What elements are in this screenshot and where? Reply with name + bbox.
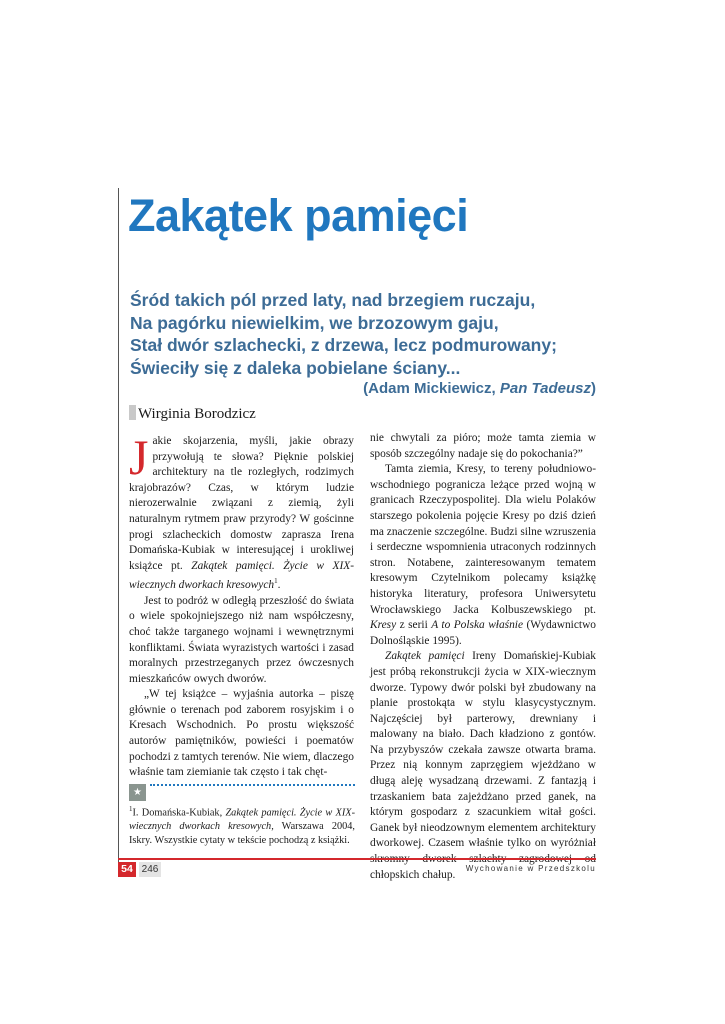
text-column-left: [129, 429, 355, 781]
footnote-ref[interactable]: 1: [274, 577, 278, 586]
paragraph: nie chwytali za pióro; może tamta ziemia w sposób szczególny nadaje się do pokochania?”: [370, 432, 596, 460]
paragraph: Tamta ziemia, Kresy, to tereny południowo-wschodniego pogranicza leżące przed wojną w granicach Rzeczypospolitej. Dla wielu Polaków starszego pokolenia pojęcie Kresy po dziś dzień ma znaczenie szczególne. Budzi silne wzruszenia i serdeczne wspomnienia utraconych rodzinnych stron. Notabene, zainteresowanym tematem kresowym Czytelnikom polecamy książkę historyka literatury, profesora Uniwersytetu Wrocławskiego Jacka Kolbuszewskiego pt. Kresy z serii A to Polska właśnie (Wydawnictwo Dolnośląskie 1995).: [370, 463, 596, 647]
drop-cap: J: [129, 429, 149, 485]
footnote-dotted-divider: [150, 784, 355, 786]
motto-attribution: (Adam Mickiewicz, Pan Tadeusz): [363, 380, 596, 397]
paragraph: „W tej książce – wyjaśnia autorka – piszę głównie o terenach pod zaborem rosyjskim i o Kresach Wschodnich. Po prostu większość autorów pamiętników, powieści i poematów pochodzi z tamtych terenów. Nie wiem, dlaczego właśnie tam ziemianie tak często i tak chęt-: [129, 688, 354, 779]
motto-line: Świeciły się z daleka pobielane ściany...: [130, 357, 461, 378]
motto-quote: [130, 289, 596, 399]
motto-line: Stał dwór szlachecki, z drzewa, lecz podmurowany;: [130, 335, 557, 355]
footnote-star-icon: ★: [129, 784, 146, 801]
footnote: $^1$I. Domańska-Kubiak, Zakątek pamięci. Życie w XIX-wiecznych dworkach kresowych, Warszawa 2004, Iskry. Wszystkie cytaty w tekście pochodzą z książki.: [129, 805, 355, 847]
author-name: Wirginia Borodzicz: [138, 406, 256, 422]
paragraph: Jakie skojarzenia, myśli, jakie obrazy przywołują te słowa? Pięknie polskiej architektury na tle rozległych, rodzimych krajobrazów? Czas, w którym ludzie nierozerwalnie związani z ziemią, żyli naturalnym rytmem praw przyrody? W gościnne progi szlacheckich domostw zaprasza Irena Domańska-Kubiak w interesującej i urokliwej książce pt. Zakątek pamięci. Życie w XIX-wiecznych dworkach kresowych$^1$.: [129, 429, 355, 592]
page-title: Zakątek pamięci: [128, 190, 469, 241]
journal-name: Wychowanie w Przedszkolu: [465, 864, 596, 873]
motto-line: Na pagórku niewielkim, we brzozowym gaju,: [130, 312, 499, 333]
left-vertical-rule: [118, 188, 119, 870]
paragraph: Zakątek pamięci Ireny Domańskiej-Kubiak jest próbą rekonstrukcji życia w XIX-wiecznym dworze. Typowy dwór polski był zbudowany na planie prostokąta w stylu klasycystycznym. Najczęściej był parterowy, drewniany i malowany na biało. Dach kładziono z gontów. Na przybyszów czekała zawsze otwarta brama. Przez nią konnym zaprzęgiem wjeżdżano w długą aleję wysadzaną drzewami. Z fantazją i trzaskaniem bata zajeżdżano przed ganek, na którym gospodarz z szacunkiem witał gości. Ganek był nieodzownym elementem architektury dworkowej. Czasem właśnie tylko on wyróżniał chłopskich chałup.: [370, 650, 596, 881]
secondary-page-number: 246: [139, 862, 161, 877]
author-byline: [129, 405, 256, 423]
text-column-right: [370, 431, 596, 883]
page-number: 54: [118, 862, 136, 877]
byline-marker: [129, 405, 136, 420]
footer-rule: [118, 858, 596, 860]
motto-line: Śród takich pól przed laty, nad brzegiem ruczaju,: [130, 290, 536, 310]
paragraph: Jest to podróż w odległą przeszłość do świata o wiele spokojniejszego niż nam współczesny, choć także targanego wojnami i wewnętrznymi konfliktami. Świata wyrazistych wartości i zasad moralnych przestrzeganych przez ówczesnych mieszkańców owych dworów.: [129, 594, 354, 685]
